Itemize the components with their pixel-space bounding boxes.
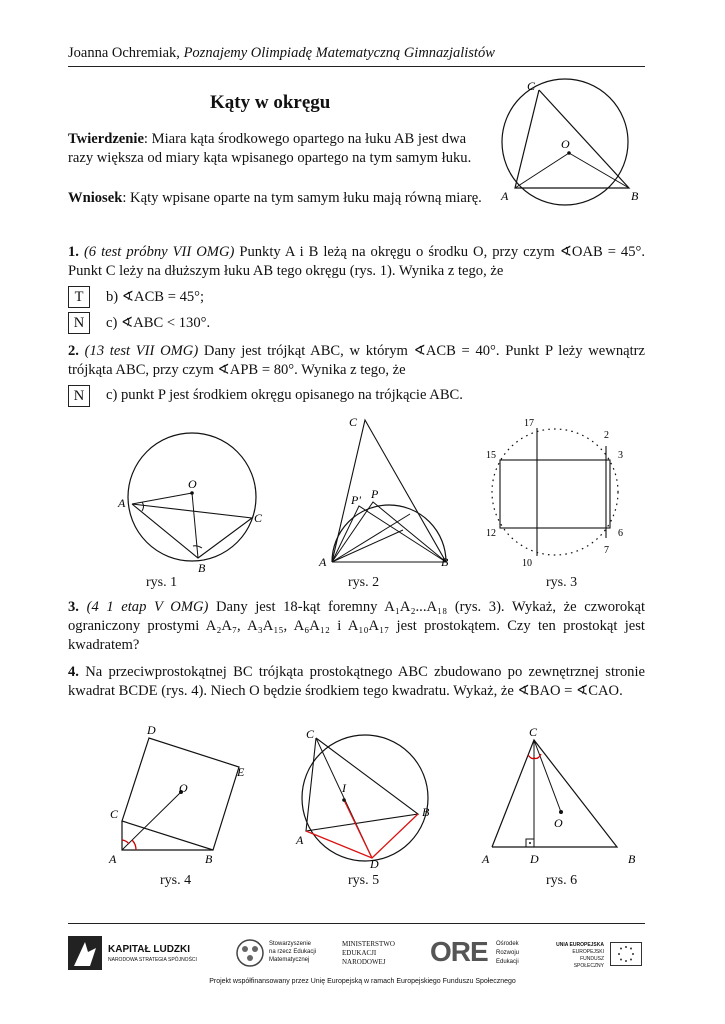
label-E: E bbox=[237, 765, 245, 779]
page-title: Kąty w okręgu bbox=[210, 92, 331, 113]
label-15: 15 bbox=[486, 450, 496, 461]
label-C: C bbox=[527, 79, 536, 93]
answer-mark: N bbox=[68, 312, 90, 334]
answer-mark: T bbox=[68, 286, 90, 308]
label-A: A bbox=[501, 189, 509, 203]
label-O: O bbox=[188, 477, 197, 491]
label-A: A bbox=[296, 833, 304, 847]
answer-text: c) ∢ABC < 130°. bbox=[106, 315, 211, 331]
caption-rys4: rys. 4 bbox=[160, 873, 192, 888]
figure-rys1 bbox=[112, 418, 272, 578]
label-17: 17 bbox=[524, 418, 534, 429]
label-C: C bbox=[110, 807, 119, 821]
label-B: B bbox=[631, 189, 639, 203]
label-O: O bbox=[554, 816, 563, 830]
problem-2: 2. (13 test VII OMG) Dany jest trójkąt ABC, w którym ∢ACB = 40°. Punkt P leży wewnątrz trójkąta ABC, przy czym ∢APB = 80°. Wynika z tego, że bbox=[68, 343, 645, 378]
label-7: 7 bbox=[604, 545, 609, 556]
label-C: C bbox=[306, 727, 315, 741]
sem-icon bbox=[235, 938, 265, 968]
caption-rys3: rys. 3 bbox=[546, 575, 578, 590]
eu-logo: UNIA EUROPEJSKA EUROPEJSKI FUNDUSZ SPOŁECZNY bbox=[552, 942, 647, 972]
label-D: D bbox=[530, 852, 539, 866]
label-D: D bbox=[147, 723, 156, 737]
label-B: B bbox=[205, 852, 213, 866]
corollary: Wniosek: Kąty wpisane oparte na tym samym łuku mają równą miarę. bbox=[68, 190, 482, 206]
label-B: B bbox=[198, 561, 206, 575]
answer-text: c) punkt P jest środkiem okręgu opisanego na trójkącie ABC. bbox=[106, 387, 463, 403]
problem-4: 4. Na przeciwprostokątnej BC trójkąta prostokątnego ABC zbudowano po zewnętrznej stronie kwadrat BCDE (rys. 4). Niech O będzie środkiem tego kwadratu. Wykaż, że ∢BAO = ∢CAO. bbox=[68, 664, 645, 699]
kapital-ludzki-icon bbox=[68, 936, 102, 970]
funding-note: Projekt współfinansowany przez Unię Europejską w ramach Europejskiego Funduszu Społecznego bbox=[209, 978, 516, 985]
label-A: A bbox=[109, 852, 117, 866]
sem-logo: Stowarzyszenie na rzecz Edukacji Matematycznej bbox=[235, 934, 320, 974]
label-A: A bbox=[118, 496, 126, 510]
header-rule bbox=[68, 66, 645, 67]
label-I: I bbox=[342, 781, 346, 795]
caption-rys1: rys. 1 bbox=[146, 575, 178, 590]
caption-rys6: rys. 6 bbox=[546, 873, 578, 888]
label-O: O bbox=[179, 781, 188, 795]
label-10: 10 bbox=[522, 558, 532, 569]
label-P: P bbox=[371, 487, 379, 501]
answer-text: b) ∢ACB = 45°; bbox=[106, 289, 205, 305]
figure-rys4 bbox=[105, 720, 260, 870]
label-P-prime: P' bbox=[351, 493, 361, 507]
label-B: B bbox=[628, 852, 635, 866]
label-C: C bbox=[529, 725, 538, 739]
kapital-ludzki-logo: KAPITAŁ LUDZKI NARODOWA STRATEGIA SPÓJNOŚCI bbox=[68, 934, 203, 974]
ministry-logo: MINISTERSTWO EDUKACJI NARODOWEJ bbox=[342, 940, 395, 966]
label-B: B bbox=[441, 555, 449, 569]
label-12: 12 bbox=[486, 528, 496, 539]
caption-rys2: rys. 2 bbox=[348, 575, 380, 590]
running-header: Joanna Ochremiak, Poznajemy Olimpiadę Matematyczną Gimnazjalistów bbox=[68, 45, 495, 61]
problem-3: 3. (4 1 etap V OMG) Dany jest 18-kąt foremny A₁A₂...A₁₈ (rys. 3). Wykaż, że czworokąt ograniczony prostymi A₂A₇, A₃A₁₅, A₆A₁₂ i A₁₀A₁₇ jest prostokątem. Czy ten prostokąt jest kwadratem? bbox=[68, 599, 646, 653]
label-A: A bbox=[319, 555, 327, 569]
ore-logo: ORE Ośrodek Rozwoju Edukacji bbox=[430, 936, 520, 967]
label-O: O bbox=[561, 137, 570, 151]
label-2: 2 bbox=[604, 430, 609, 441]
label-3: 3 bbox=[618, 450, 623, 461]
eu-flag-icon bbox=[610, 942, 642, 966]
caption-rys5: rys. 5 bbox=[348, 873, 380, 888]
answer-mark: N bbox=[68, 385, 90, 407]
theorem: Twierdzenie: Miara kąta środkowego opartego na łuku AB jest dwa razy większa od miary kąta wpisanego opartego na tym samym łuku. bbox=[68, 131, 472, 166]
figure-top bbox=[495, 74, 645, 209]
label-A: A bbox=[482, 852, 490, 866]
figure-rys3 bbox=[480, 414, 630, 574]
label-D: D bbox=[370, 857, 379, 870]
figure-rys6 bbox=[480, 720, 635, 870]
label-C: C bbox=[254, 511, 263, 525]
footer-rule bbox=[68, 923, 645, 924]
problem-1: 1. (6 test próbny VII OMG) Punkty A i B leżą na okręgu o środku O, przy czym ∢OAB = 45°. Punkt C leży na dłuższym łuku AB tego okręgu (rys. 1). Wynika z tego, że bbox=[68, 244, 645, 279]
figure-rys2 bbox=[315, 412, 465, 574]
label-6: 6 bbox=[618, 528, 623, 539]
label-C: C bbox=[349, 415, 358, 429]
label-B: B bbox=[422, 805, 430, 819]
figure-rys5 bbox=[290, 720, 440, 870]
